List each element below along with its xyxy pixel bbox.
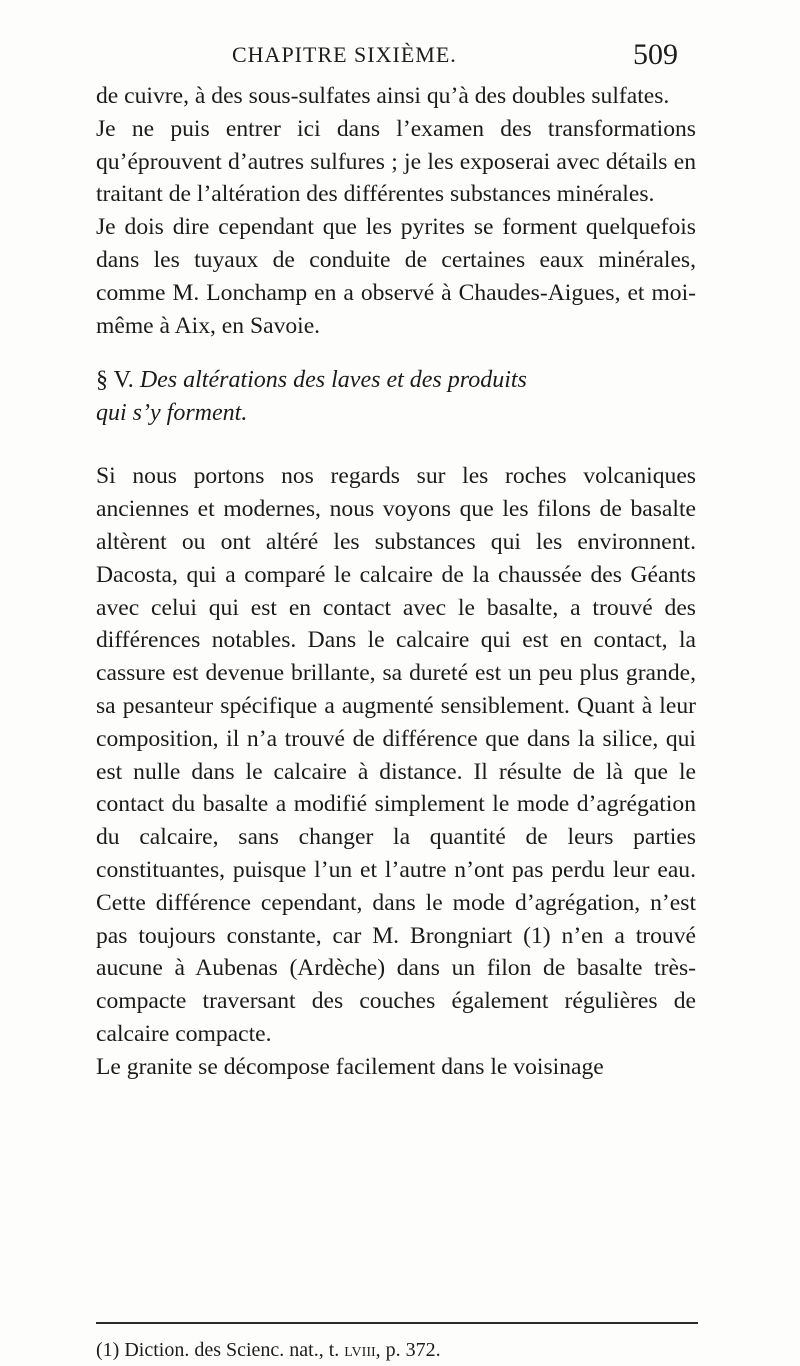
footnote-volume: lviii: [344, 1339, 376, 1361]
section-heading: [96, 364, 696, 430]
body-text: [96, 80, 696, 1084]
footnote-marker: (1): [96, 1339, 120, 1361]
section-mark: § V.: [96, 367, 134, 394]
paragraph: Je ne puis entrer ici dans l’examen des transformations qu’éprouvent d’autres sulfures ; je les exposerai avec détails en traitant de l’altération des différentes substances minérales.: [96, 115, 696, 208]
footnote-page: , p. 372.: [375, 1339, 441, 1361]
section-title-line2: qui s’y forment.: [96, 400, 248, 427]
page-number: 509: [633, 38, 678, 71]
section-title-line1: Des altérations des laves et des produits: [139, 367, 527, 394]
paragraph: Si nous portons nos regards sur les roches volcaniques anciennes et modernes, nous voyons que les filons de basalte altèrent ou ont altéré les substances qui les environnent. Dacosta, qui a comparé le calcaire de la chaussée des Géants avec celui qui est en contact avec le basalte, a trouvé des différences notables. Dans le calcaire qui est en contact, la cassure est devenue brillante, sa dureté est un peu plus grande, sa pesanteur spécifique a augmenté sensiblement. Quant à leur composition, il n’a trouvé de différence que dans la silice, qui est nulle dans le calcaire à distance. Il résulte de là que le contact du basalte a modifié simplement le mode d’agrégation du calcaire, sans changer la quantité de leurs parties constituantes, puisque l’un et l’autre n’ont pas perdu leur eau. Cette différence cependant, dans le mode d’agrégation, n’est pas toujours constante, car M. Brongniart (1) n’en a trouvé aucune à Aubenas (Ardèche) dans un filon de basalte très-compacte traversant des couches également régulières de calcaire compacte.: [96, 463, 696, 1047]
footnote-text: Diction. des Scienc. nat., t.: [124, 1339, 340, 1361]
paragraph: de cuivre, à des sous-sulfates ainsi qu’à des doubles sulfates.: [96, 83, 670, 109]
paragraph: Le granite se décompose facilement dans le voisinage: [96, 1053, 604, 1080]
running-title: CHAPITRE SIXIÈME.: [232, 42, 457, 67]
footnote-divider: [96, 1322, 698, 1324]
footnote: [96, 1338, 441, 1362]
paragraph: Je dois dire cependant que les pyrites se forment quelquefois dans les tuyaux de conduite de certaines eaux minérales, comme M. Lonchamp en a observé à Chaudes-Aigues, et moi-même à Aix, en Savoie.: [96, 214, 696, 339]
page-header: [0, 36, 800, 76]
